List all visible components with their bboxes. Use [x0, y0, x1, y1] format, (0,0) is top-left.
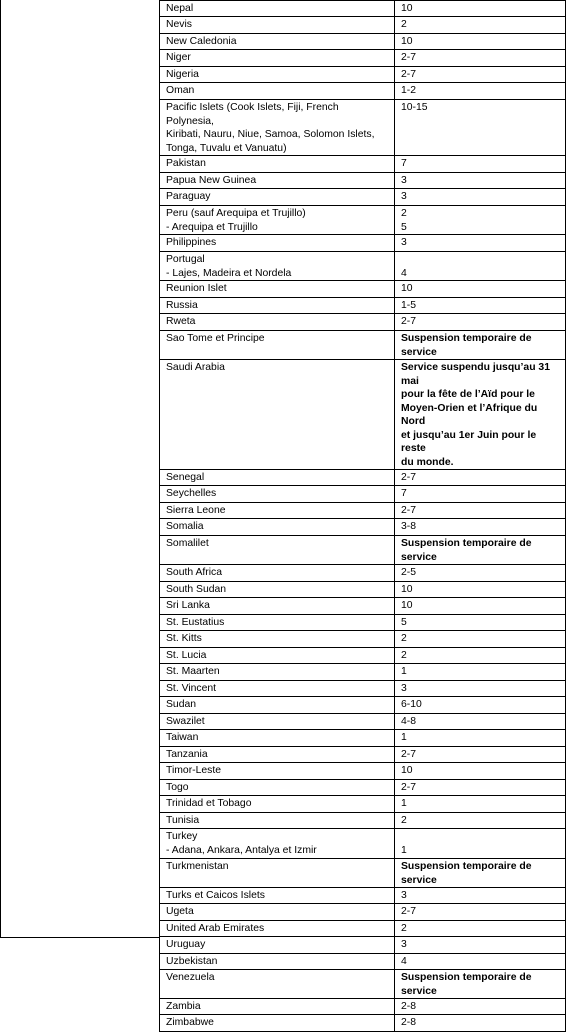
country-cell [160, 17, 395, 34]
country-cell [160, 100, 395, 156]
country-text: Seychelles [166, 488, 217, 499]
country-cell [160, 813, 395, 829]
delay-text: 2-7 [401, 69, 417, 80]
delay-text: 2 [401, 208, 407, 219]
country-text: Uzbekistan [166, 956, 218, 967]
country-text: Tanzania [166, 749, 208, 760]
delay-text: 10-15 [401, 102, 428, 113]
country-cell [160, 314, 395, 331]
delay-text [401, 253, 560, 267]
delay-cell [395, 697, 566, 714]
country-text: Nigeria [166, 69, 199, 80]
table-row [160, 664, 566, 681]
table-row [160, 937, 566, 954]
country-delay-table [159, 0, 566, 1032]
country-cell [160, 50, 395, 67]
country-cell [160, 360, 395, 470]
country-cell [160, 281, 395, 298]
delay-cell [395, 888, 566, 904]
delay-text: 3-8 [401, 521, 417, 532]
delay-cell [395, 714, 566, 730]
table-row [160, 763, 566, 780]
delay-text: 4 [401, 267, 407, 279]
table-body [160, 1, 566, 1032]
country-cell [160, 763, 395, 780]
country-text: Kiribati, Nauru, Niue, Samoa, Solomon Islets, [166, 129, 375, 140]
table-row [160, 360, 566, 470]
delay-text: 3 [401, 683, 407, 694]
country-text: Reunion Islet [166, 283, 227, 294]
delay-cell [395, 156, 566, 173]
country-text: Venezuela [166, 972, 215, 983]
country-cell [160, 664, 395, 681]
country-text: New Caledonia [166, 36, 237, 47]
delay-cell [395, 730, 566, 747]
delay-text: 1-2 [401, 85, 417, 96]
country-cell [160, 615, 395, 631]
table-row [160, 314, 566, 331]
delay-cell [395, 999, 566, 1015]
delay-cell [395, 565, 566, 582]
table-row [160, 648, 566, 664]
delay-cell [395, 189, 566, 206]
delay-cell [395, 829, 566, 859]
delay-text: 2-7 [401, 52, 417, 63]
delay-cell [395, 83, 566, 100]
table-row [160, 470, 566, 486]
delay-cell [395, 50, 566, 67]
delay-cell [395, 173, 566, 189]
delay-cell [395, 519, 566, 536]
table-row [160, 780, 566, 796]
table-row [160, 281, 566, 298]
country-text: Zimbabwe [166, 1017, 214, 1028]
country-cell [160, 470, 395, 486]
country-text: Tonga, Tuvalu et Vanuatu) [166, 142, 287, 154]
delay-cell [395, 780, 566, 796]
table-row [160, 697, 566, 714]
country-cell [160, 697, 395, 714]
country-text: - Lajes, Madeira et Nordela [166, 267, 292, 279]
delay-text: 3 [401, 175, 407, 186]
country-text: Sri Lanka [166, 600, 210, 611]
table-row [160, 206, 566, 235]
delay-cell [395, 921, 566, 937]
delay-text: 2-7 [401, 316, 417, 327]
country-text: Pacific Islets (Cook Islets, Fiji, French Polynesia, [166, 102, 339, 127]
country-text: St. Eustatius [166, 617, 225, 628]
delay-text: 4 [401, 956, 407, 967]
delay-cell [395, 67, 566, 83]
country-cell [160, 921, 395, 937]
delay-text: du monde. [401, 456, 454, 468]
country-cell [160, 747, 395, 763]
table-row [160, 615, 566, 631]
table-row [160, 1015, 566, 1032]
delay-text: 10 [401, 600, 413, 611]
delay-cell [395, 954, 566, 970]
delay-cell [395, 486, 566, 503]
country-text: Somalilet [166, 538, 209, 549]
delay-cell [395, 598, 566, 615]
delay-cell [395, 252, 566, 281]
delay-text: 3 [401, 237, 407, 248]
country-cell [160, 486, 395, 503]
country-text: United Arab Emirates [166, 923, 265, 934]
table-row [160, 582, 566, 598]
country-cell [160, 331, 395, 360]
country-text: St. Vincent [166, 683, 217, 694]
country-cell [160, 730, 395, 747]
country-text: Tunisia [166, 815, 200, 826]
country-cell [160, 565, 395, 582]
delay-cell [395, 100, 566, 156]
country-text: Senegal [166, 472, 205, 483]
country-text: Swazilet [166, 716, 205, 727]
table-row [160, 796, 566, 813]
table-row [160, 519, 566, 536]
delay-text: 10 [401, 584, 413, 595]
delay-cell [395, 747, 566, 763]
delay-cell [395, 763, 566, 780]
table-row [160, 813, 566, 829]
country-text: South Africa [166, 567, 223, 578]
table-row [160, 954, 566, 970]
country-text: Peru (sauf Arequipa et Trujillo) [166, 208, 306, 219]
country-text: Philippines [166, 237, 217, 248]
delay-text: 2 [401, 19, 407, 30]
country-cell [160, 648, 395, 664]
country-text: Pakistan [166, 158, 206, 169]
delay-text: 2-7 [401, 906, 417, 917]
delay-text: 2-7 [401, 782, 417, 793]
delay-text: 10 [401, 36, 413, 47]
table-row [160, 681, 566, 697]
table-row [160, 156, 566, 173]
country-cell [160, 780, 395, 796]
delay-text: 2 [401, 923, 407, 934]
country-cell [160, 937, 395, 954]
delay-text: Suspension temporaire de service [401, 861, 532, 886]
country-text: Timor-Leste [166, 765, 222, 776]
country-text: - Adana, Ankara, Antalya et Izmir [166, 844, 317, 856]
delay-text: 2 [401, 633, 407, 644]
delay-cell [395, 631, 566, 648]
table-row [160, 970, 566, 999]
delay-cell [395, 331, 566, 360]
delay-cell [395, 970, 566, 999]
country-cell [160, 206, 395, 235]
table-row [160, 730, 566, 747]
delay-text: 10 [401, 283, 413, 294]
country-text: Taiwan [166, 732, 199, 743]
country-text: Paraguay [166, 191, 211, 202]
country-text: - Arequipa et Trujillo [166, 221, 258, 233]
delay-cell [395, 360, 566, 470]
country-text: South Sudan [166, 584, 227, 595]
country-cell [160, 888, 395, 904]
delay-cell [395, 34, 566, 50]
table-row [160, 859, 566, 888]
country-text: Togo [166, 782, 189, 793]
table-row [160, 1, 566, 17]
delay-text [401, 830, 560, 844]
country-cell [160, 904, 395, 921]
delay-cell [395, 503, 566, 519]
country-text: Somalia [166, 521, 204, 532]
table-row [160, 17, 566, 34]
country-cell [160, 631, 395, 648]
table-row [160, 598, 566, 615]
country-cell [160, 681, 395, 697]
table-row [160, 100, 566, 156]
delay-text: 2-7 [401, 472, 417, 483]
delay-cell [395, 281, 566, 298]
delay-cell [395, 937, 566, 954]
country-text: Nevis [166, 19, 192, 30]
table-row [160, 888, 566, 904]
country-cell [160, 503, 395, 519]
country-cell [160, 1015, 395, 1032]
delay-text: 10 [401, 765, 413, 776]
country-cell [160, 298, 395, 314]
country-cell [160, 999, 395, 1015]
delay-text: 2-8 [401, 1001, 417, 1012]
country-cell [160, 536, 395, 565]
country-text: Zambia [166, 1001, 201, 1012]
delay-text: 1 [401, 732, 407, 743]
delay-cell [395, 1, 566, 17]
table-row [160, 298, 566, 314]
delay-cell [395, 796, 566, 813]
table-row [160, 67, 566, 83]
country-text: Sierra Leone [166, 505, 226, 516]
country-cell [160, 252, 395, 281]
country-cell [160, 189, 395, 206]
delay-text: 2-8 [401, 1017, 417, 1028]
country-text: Portugal [166, 254, 205, 265]
table-row [160, 503, 566, 519]
delay-text: Moyen-Orien et l’Afrique du Nord [401, 402, 538, 427]
delay-text: 10 [401, 3, 413, 14]
country-cell [160, 954, 395, 970]
table-row [160, 173, 566, 189]
country-cell [160, 34, 395, 50]
country-cell [160, 1, 395, 17]
delay-text: 5 [401, 617, 407, 628]
country-text: Saudi Arabia [166, 362, 225, 373]
delay-cell [395, 813, 566, 829]
delay-text: 6-10 [401, 699, 422, 710]
delay-text: 2-5 [401, 567, 417, 578]
country-cell [160, 83, 395, 100]
country-text: Uruguay [166, 939, 206, 950]
delay-text: Suspension temporaire de service [401, 333, 532, 358]
table-row [160, 536, 566, 565]
delay-text: Suspension temporaire de service [401, 972, 532, 997]
delay-text: 1 [401, 844, 407, 856]
delay-cell [395, 681, 566, 697]
country-cell [160, 582, 395, 598]
country-text: St. Maarten [166, 666, 220, 677]
country-text: Russia [166, 300, 198, 311]
country-cell [160, 173, 395, 189]
table-row [160, 714, 566, 730]
delay-cell [395, 536, 566, 565]
delay-text: 2 [401, 650, 407, 661]
delay-cell [395, 859, 566, 888]
delay-cell [395, 904, 566, 921]
delay-text: 3 [401, 890, 407, 901]
country-text: Papua New Guinea [166, 175, 257, 186]
country-text: Trinidad et Tobago [166, 798, 252, 809]
delay-text: 1 [401, 666, 407, 677]
country-text: Oman [166, 85, 195, 96]
delay-text: 2-7 [401, 749, 417, 760]
table-row [160, 747, 566, 763]
country-cell [160, 859, 395, 888]
table-row [160, 904, 566, 921]
country-cell [160, 970, 395, 999]
delay-text: 4-8 [401, 716, 417, 727]
country-text: Turkey [166, 831, 198, 842]
delay-text: Service suspendu jusqu’au 31 mai [401, 362, 550, 387]
table-row [160, 565, 566, 582]
country-cell [160, 714, 395, 730]
country-text: St. Kitts [166, 633, 202, 644]
delay-cell [395, 615, 566, 631]
delay-text: 3 [401, 191, 407, 202]
delay-text: 1-5 [401, 300, 417, 311]
table-row [160, 486, 566, 503]
country-text: Sudan [166, 699, 197, 710]
country-cell [160, 829, 395, 859]
delay-cell [395, 235, 566, 252]
country-text: Turks et Caicos Islets [166, 890, 265, 901]
country-cell [160, 235, 395, 252]
delay-cell [395, 582, 566, 598]
country-text: Niger [166, 52, 191, 63]
country-text: Sao Tome et Principe [166, 333, 265, 344]
table-row [160, 235, 566, 252]
delay-text: 1 [401, 798, 407, 809]
table-row [160, 829, 566, 859]
delay-cell [395, 314, 566, 331]
country-text: Rweta [166, 316, 196, 327]
country-text: Turkmenistan [166, 861, 229, 872]
delay-cell [395, 470, 566, 486]
table-row [160, 331, 566, 360]
table-row [160, 50, 566, 67]
delay-text: pour la fête de l’Aïd pour le [401, 389, 535, 400]
delay-cell [395, 17, 566, 34]
country-text: St. Lucia [166, 650, 207, 661]
country-text: Nepal [166, 3, 194, 14]
delay-text: 5 [401, 221, 407, 233]
table-row [160, 83, 566, 100]
table-row [160, 189, 566, 206]
country-text: Ugeta [166, 906, 194, 917]
delay-text: 2-7 [401, 505, 417, 516]
delay-text: 2 [401, 815, 407, 826]
delay-text: et jusqu’au 1er Juin pour le reste [401, 429, 537, 454]
delay-text: 7 [401, 158, 407, 169]
left-empty-column [0, 0, 160, 938]
delay-cell [395, 298, 566, 314]
delay-text: 7 [401, 488, 407, 499]
table-row [160, 999, 566, 1015]
delay-cell [395, 1015, 566, 1032]
table-row [160, 34, 566, 50]
delay-cell [395, 206, 566, 235]
delay-cell [395, 648, 566, 664]
country-cell [160, 519, 395, 536]
table-row [160, 921, 566, 937]
country-cell [160, 598, 395, 615]
delay-cell [395, 664, 566, 681]
delay-text: 3 [401, 939, 407, 950]
country-cell [160, 796, 395, 813]
delay-text: Suspension temporaire de service [401, 538, 532, 563]
table-row [160, 631, 566, 648]
table-row [160, 252, 566, 281]
country-cell [160, 156, 395, 173]
country-cell [160, 67, 395, 83]
